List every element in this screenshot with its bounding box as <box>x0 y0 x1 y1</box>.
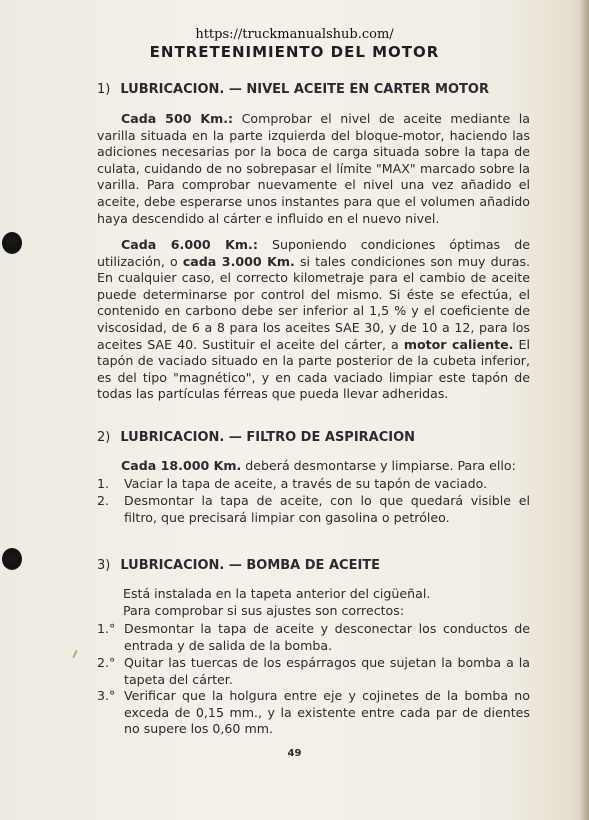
pencil-mark <box>72 650 77 658</box>
hot-engine-note: motor caliente. <box>403 336 514 352</box>
section-3-item-2 <box>97 655 530 688</box>
interval-500km: Cada 500 Km.: <box>121 111 234 126</box>
section-1-paragraph-2-text-a: Suponiendo condiciones óptimas de utilización, o <box>97 237 530 269</box>
section-1-paragraph-1 <box>97 111 530 227</box>
section-2-item-2 <box>97 493 530 526</box>
watermark-url: https://truckmanualshub.com/ <box>195 27 394 42</box>
section-1-title: LUBRICACION. — NIVEL ACEITE EN CARTER MOTOR <box>120 82 489 97</box>
interval-3000km: cada 3.000 Km. <box>182 253 295 269</box>
page-number: 49 <box>287 748 302 759</box>
binder-hole-bottom <box>2 548 22 570</box>
section-3-intro-2: Para comprobar si sus ajustes son correctos: <box>123 603 405 618</box>
list-item-text: Desmontar la tapa de aceite y desconectar los conductos de entrada y de salida de la bomba. <box>124 621 530 653</box>
section-3-title: LUBRICACION. — BOMBA DE ACEITE <box>120 558 381 573</box>
list-item-text: Desmontar la tapa de aceite, con lo que quedará visible el filtro, que precisará limpiar con gasolina o petróleo. <box>124 493 530 525</box>
binder-hole-top <box>2 232 22 254</box>
page-edge-shadow <box>579 0 589 820</box>
section-1-paragraph-1-text: Comprobar el nivel de aceite mediante la varilla situada en la parte izquierda del bloque-motor, haciendo las adiciones necesarias por la boca de carga situada sobre la tapa de culata, cuidando de no sobrepasar el límite "MAX" marcado sobre la varilla. Para comprobar nuevamente el nivel una vez añadido el aceite, debe esperarse unos instantes para que el volumen añadido haya descendido al cárter e influido en el nuevo nivel. <box>97 111 530 226</box>
section-2-item-1 <box>97 476 530 493</box>
section-2-heading <box>97 430 415 445</box>
interval-18000km: Cada 18.000 Km. <box>121 458 242 473</box>
section-3-intro-1: Está instalada en la tapeta anterior del cigüeñal. <box>123 586 431 601</box>
section-2-number: 2) <box>97 430 111 445</box>
page-title: ENTRETENIMIENTO DEL MOTOR <box>149 43 440 61</box>
list-marker: 2. <box>97 493 110 508</box>
list-item-text: Vaciar la tapa de aceite, a través de su tapón de vaciado. <box>124 476 488 491</box>
interval-6000km: Cada 6.000 Km.: <box>121 237 258 252</box>
list-item-text: Verificar que la holgura entre eje y cojinetes de la bomba no exceda de 0,15 mm., y la existente entre cada par de dientes no supere los 0,60 mm. <box>124 688 530 737</box>
section-2-title: LUBRICACION. — FILTRO DE ASPIRACION <box>120 430 416 445</box>
section-1-paragraph-2-text-b: si tales condiciones son muy duras. En cualquier caso, el correcto kilometraje para el cambio de aceite puede determinarse por control del mismo. Si éste se efectúa, el contenido en carbono debe ser inferior al 1,5 % y el coeficiente de viscosidad, de 6 a 8 para los aceites SAE 30, y de 10 a 12, para los aceites SAE 40. Sustituir el aceite del cárter, a <box>97 253 531 352</box>
section-3-item-3 <box>97 688 530 738</box>
list-item-text: Quitar las tuercas de los espárragos que sujetan la bomba a la tapeta del cárter. <box>124 655 530 687</box>
section-1-heading <box>97 82 489 97</box>
list-marker: 1. <box>97 476 110 491</box>
list-marker: 1.° <box>97 621 116 636</box>
section-3-number: 3) <box>97 558 111 573</box>
section-1-paragraph-2 <box>97 237 530 403</box>
list-marker: 3.° <box>97 688 116 703</box>
section-3-heading <box>97 558 380 573</box>
list-marker: 2.° <box>97 655 116 670</box>
section-1-paragraph-2-text-c: El tapón de vaciado situado en la parte posterior de la cubeta inferior, es del tipo "magnético", y en cada vaciado limpiar este tapón de todas las partículas férreas que pueda llevar adheridas. <box>97 336 531 402</box>
section-2-lead-text: deberá desmontarse y limpiarse. Para ello: <box>241 458 516 473</box>
section-2-lead <box>97 458 530 475</box>
section-3-item-1 <box>97 621 530 654</box>
section-1-number: 1) <box>97 82 111 97</box>
